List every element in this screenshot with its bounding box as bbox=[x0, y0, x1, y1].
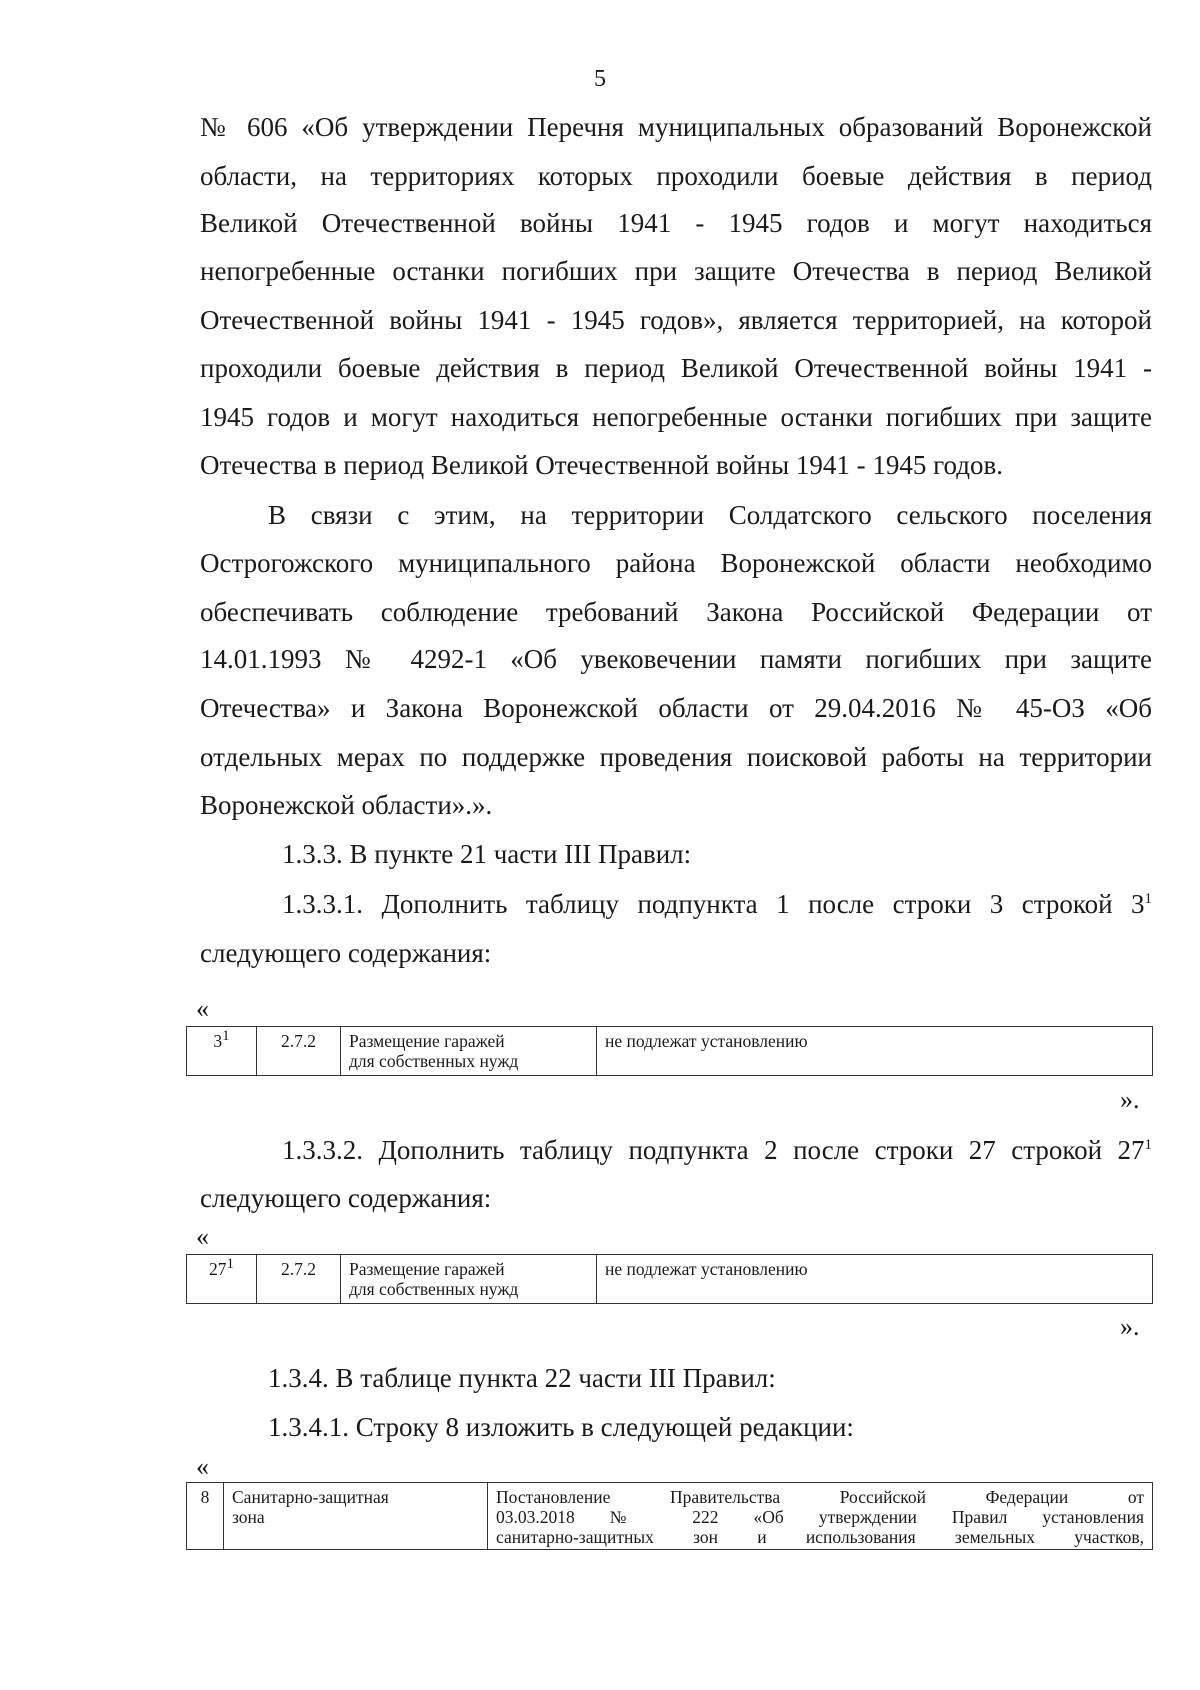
row-number: 31 bbox=[187, 1027, 257, 1076]
row-value: не подлежат установлению bbox=[597, 1027, 1153, 1076]
item-1-3-3-2-cont: следующего содержания: bbox=[200, 1183, 492, 1213]
text-line: В связи с этим, на территории Солдатского сельского поселения bbox=[268, 500, 1152, 530]
superscript: 1 bbox=[1144, 891, 1152, 907]
item-1-3-4: 1.3.4. В таблице пункта 22 части III Правил: bbox=[268, 1363, 776, 1393]
quote-open: « bbox=[196, 1222, 209, 1251]
row-name: Размещение гаражей для собственных нужд bbox=[341, 1255, 597, 1304]
text-line: непогребенные останки погибших при защите Отечества в период Великой bbox=[200, 256, 1152, 286]
row-name: Размещение гаражей для собственных нужд bbox=[341, 1027, 597, 1076]
item-1-3-3-1-cont: следующего содержания: bbox=[200, 938, 492, 968]
table-row bbox=[187, 1027, 1153, 1076]
amend-table-1 bbox=[186, 1026, 1153, 1076]
text-line: отдельных мерах по поддержке проведения поисковой работы на территории bbox=[200, 742, 1152, 772]
quote-open: « bbox=[196, 1452, 209, 1481]
text-line: Отечественной войны 1941 - 1945 годов», является территорией, на которой bbox=[200, 305, 1152, 335]
amend-table-3 bbox=[186, 1482, 1153, 1550]
quote-close: ». bbox=[1120, 1085, 1140, 1114]
row-name: Санитарно-защитная зона bbox=[224, 1483, 488, 1550]
text-line: Отечества в период Великой Отечественной войны 1941 - 1945 годов. bbox=[200, 450, 1003, 480]
row-number: 271 bbox=[187, 1255, 257, 1304]
page-number: 5 bbox=[594, 66, 606, 92]
quote-close: ». bbox=[1120, 1312, 1140, 1341]
row-number: 8 bbox=[187, 1483, 224, 1550]
item-text: 1.3.3.1. Дополнить таблицу подпункта 1 после строки 3 строкой 3 bbox=[282, 889, 1145, 919]
text-line: 1945 годов и могут находиться непогребенные останки погибших при защите bbox=[200, 402, 1152, 432]
item-1-3-4-1: 1.3.4.1. Строку 8 изложить в следующей редакции: bbox=[268, 1412, 854, 1442]
item-1-3-3-1 bbox=[282, 880, 1152, 929]
table-row bbox=[187, 1483, 1153, 1550]
text-line: Воронежской области».». bbox=[200, 790, 493, 820]
text-line: Острогожского муниципального района Воронежской области необходимо bbox=[200, 548, 1152, 578]
row-value: не подлежат установлению bbox=[597, 1255, 1153, 1304]
text-line: 14.01.1993 № 4292-1 «Об увековечении памяти погибших при защите bbox=[200, 644, 1152, 674]
text-line: Великой Отечественной войны 1941 - 1945 годов и могут находиться bbox=[200, 208, 1152, 238]
item-1-3-3: 1.3.3. В пункте 21 части III Правил: bbox=[282, 839, 692, 869]
amend-table-2 bbox=[186, 1254, 1153, 1304]
superscript: 1 bbox=[1144, 1137, 1152, 1153]
table-row bbox=[187, 1255, 1153, 1304]
text-line: № 606 «Об утверждении Перечня муниципальных образований Воронежской bbox=[200, 112, 1152, 142]
quote-open: « bbox=[196, 994, 209, 1023]
row-code: 2.7.2 bbox=[257, 1255, 341, 1304]
row-value: Постановление Правительства Российской Федерации от 03.03.2018 № 222 «Об утверждении Правил установления санитарно-защитных зон и использования земельных участков, bbox=[488, 1483, 1153, 1550]
text-line: обеспечивать соблюдение требований Закона Российской Федерации от bbox=[200, 597, 1152, 627]
row-code: 2.7.2 bbox=[257, 1027, 341, 1076]
item-1-3-3-2 bbox=[282, 1126, 1152, 1175]
text-line: Отечества» и Закона Воронежской области от 29.04.2016 № 45-ОЗ «Об bbox=[200, 693, 1152, 723]
text-line: проходили боевые действия в период Великой Отечественной войны 1941 - bbox=[200, 353, 1152, 383]
text-line: области, на территориях которых проходили боевые действия в период bbox=[200, 161, 1152, 191]
item-text: 1.3.3.2. Дополнить таблицу подпункта 2 после строки 27 строкой 27 bbox=[282, 1135, 1145, 1165]
